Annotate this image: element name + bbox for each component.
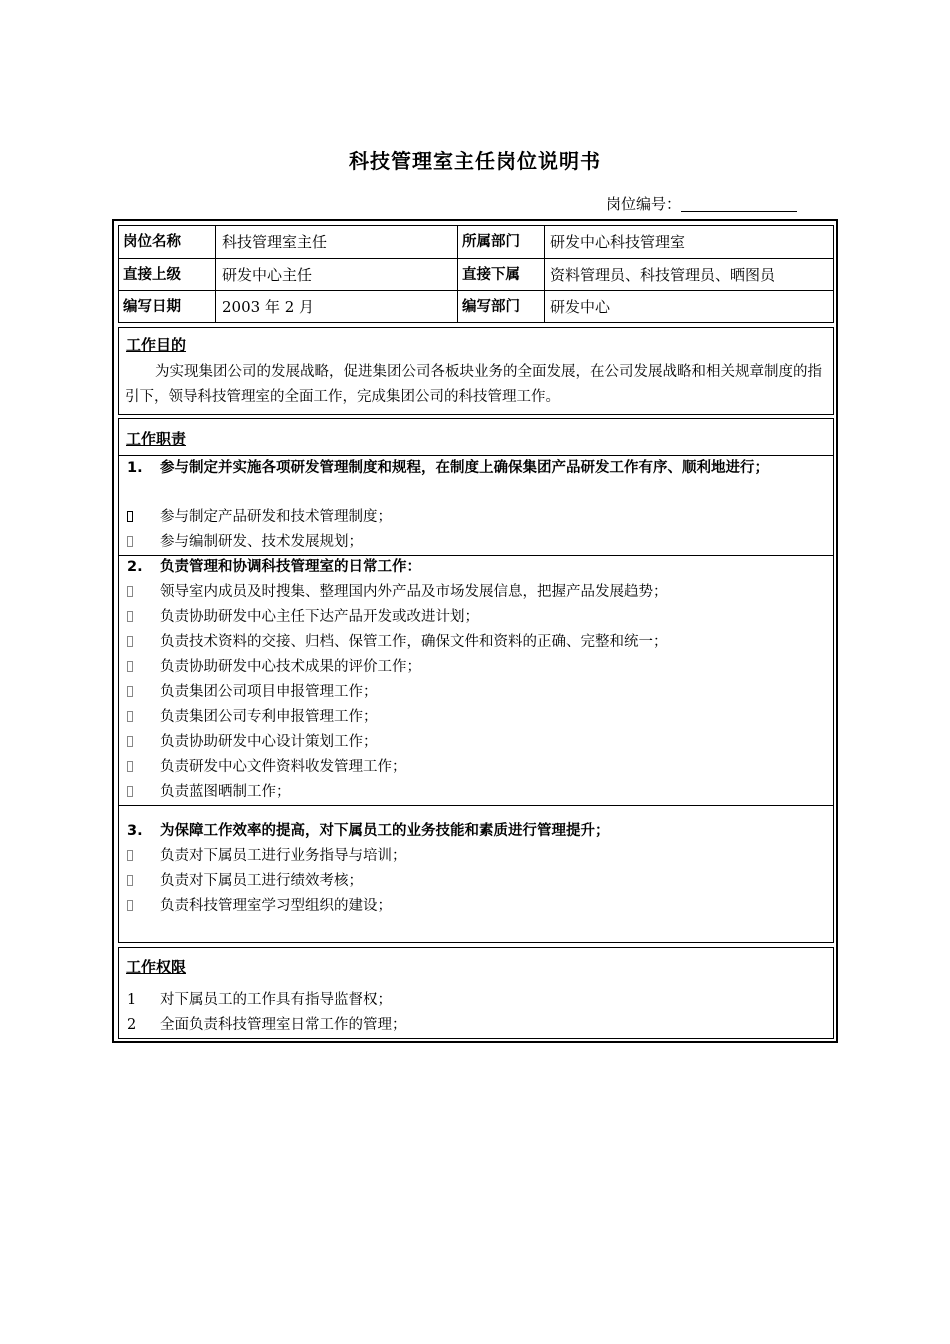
duties-section (118, 418, 834, 943)
bullet-icon (127, 605, 133, 630)
purpose-title: 工作目的 (126, 336, 187, 354)
info-value: 研发中心科技管理室 (550, 233, 686, 251)
list-item (119, 705, 833, 730)
authority-title: 工作权限 (126, 958, 187, 976)
info-value: 研发中心主任 (216, 259, 458, 291)
list-item-text: 领导室内成员及时搜集、整理国内外产品及市场发展信息，把握产品发展趋势； (160, 584, 668, 600)
bullet-icon (127, 705, 133, 730)
info-label: 所属部门 (458, 226, 545, 258)
list-item (119, 844, 833, 869)
duty-heading (119, 456, 833, 506)
bullet-icon (127, 894, 133, 919)
list-item-text: 负责协助研发中心设计策划工作； (160, 734, 378, 750)
list-item (119, 1013, 833, 1038)
list-item (119, 530, 833, 555)
list-item (119, 894, 833, 919)
info-label: 编写部门 (458, 291, 545, 323)
duty-number: 2. (127, 559, 143, 575)
bullet-icon (127, 580, 133, 605)
list-item-text: 负责协助研发中心技术成果的评价工作； (160, 659, 421, 675)
bullet-icon (127, 655, 133, 680)
item-number: 1 (127, 992, 137, 1008)
duty-number: 1. (127, 460, 143, 476)
info-value: 研发中心 (550, 298, 611, 316)
info-row (119, 226, 833, 258)
list-item-text: 负责蓝图晒制工作； (160, 784, 291, 800)
list-item (119, 630, 833, 655)
post-number-label: 岗位编号： (606, 195, 682, 213)
item-number: 2 (127, 1017, 137, 1033)
bullet-icon (127, 755, 133, 780)
list-item (119, 755, 833, 780)
duty-heading (119, 555, 833, 580)
bullet-icon (127, 869, 133, 894)
bullet-icon (127, 730, 133, 755)
info-value: 科技管理室主任 (216, 226, 458, 258)
list-item-text: 参与编制研发、技术发展规划； (160, 534, 363, 550)
bullet-icon (127, 844, 133, 869)
purpose-section (118, 327, 834, 415)
list-item (119, 605, 833, 630)
info-value: 资料管理员、科技管理员、晒图员 (550, 266, 776, 284)
info-label: 直接上级 (119, 259, 216, 291)
list-item-text: 负责技术资料的交接、归档、保管工作，确保文件和资料的正确、完整和统一； (160, 634, 668, 650)
purpose-text-block (125, 360, 831, 410)
authority-section (118, 947, 834, 1039)
list-item-text: 负责对下属员工进行绩效考核； (160, 873, 363, 889)
info-label: 编写日期 (119, 291, 216, 323)
bullet-icon (127, 780, 133, 805)
info-row (119, 290, 833, 323)
list-item-text: 参与制定产品研发和技术管理制度； (160, 509, 392, 525)
description-frame (112, 219, 838, 1043)
duty-heading-text: 负责管理和协调科技管理室的日常工作： (160, 559, 421, 575)
list-item (119, 869, 833, 894)
purpose-text: 为实现集团公司的发展战略，促进集团公司各板块业务的全面发展，在公司发展战略和相关规章制度的指引下，领导科技管理室的全面工作，完成集团公司的科技管理工作。 (125, 364, 822, 405)
divider (119, 805, 833, 806)
list-item (119, 680, 833, 705)
list-item-text: 负责研发中心文件资料收发管理工作； (160, 759, 407, 775)
info-row (119, 258, 833, 291)
list-item (119, 580, 833, 605)
list-item-text: 负责协助研发中心主任下达产品开发或改进计划； (160, 609, 479, 625)
list-item-text: 负责集团公司专利申报管理工作； (160, 709, 378, 725)
list-item (119, 780, 833, 805)
bullet-icon (127, 530, 133, 555)
info-table (118, 225, 834, 323)
duty-heading-text: 参与制定并实施各项研发管理制度和规程，在制度上确保集团产品研发工作有序、顺利地进行； (160, 460, 769, 476)
bullet-icon (127, 630, 133, 655)
info-label: 岗位名称 (119, 226, 216, 258)
list-item (119, 730, 833, 755)
list-item-text: 负责对下属员工进行业务指导与培训； (160, 848, 407, 864)
document-title: 科技管理室主任岗位说明书 (349, 149, 601, 173)
duty-number: 3. (127, 823, 143, 839)
duty-heading-text: 为保障工作效率的提高，对下属员工的业务技能和素质进行管理提升； (160, 823, 610, 839)
list-item (119, 505, 833, 530)
list-item-text: 全面负责科技管理室日常工作的管理； (160, 1017, 407, 1033)
info-value: 2003 年 2 月 (216, 291, 458, 323)
post-number-field (606, 193, 797, 214)
duties-title: 工作职责 (126, 430, 187, 448)
list-item (119, 655, 833, 680)
info-label: 直接下属 (458, 259, 545, 291)
duty-heading (119, 819, 833, 844)
list-item (119, 988, 833, 1013)
list-item-text: 负责集团公司项目申报管理工作； (160, 684, 378, 700)
bullet-icon (127, 680, 133, 705)
post-number-blank (681, 196, 797, 212)
list-item-text: 负责科技管理室学习型组织的建设； (160, 898, 392, 914)
list-item-text: 对下属员工的工作具有指导监督权； (160, 992, 392, 1008)
bullet-icon (127, 505, 133, 530)
